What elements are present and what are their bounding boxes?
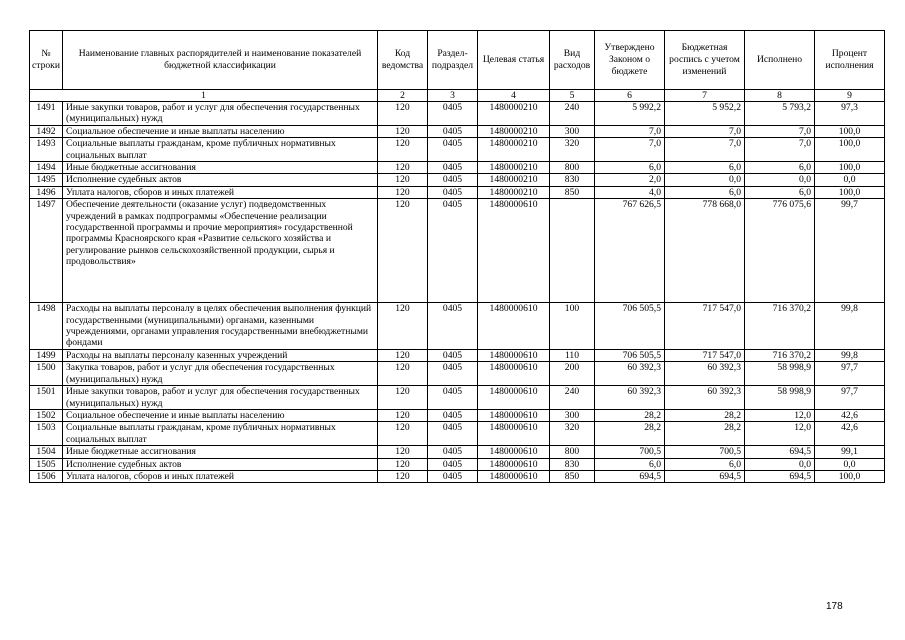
name-cell: Расходы на выплаты персоналу казенных учреждений: [63, 349, 378, 361]
approved-cell: 700,5: [595, 446, 665, 458]
approved-cell: 706 505,5: [595, 349, 665, 361]
name-cell: Социальные выплаты гражданам, кроме публичных нормативных социальных выплат: [63, 138, 378, 162]
executed-cell: 0,0: [745, 458, 815, 470]
section-cell: 0405: [428, 458, 478, 470]
table-row: [30, 446, 885, 458]
section-cell: 0405: [428, 422, 478, 446]
table-header-row: [30, 31, 885, 90]
executed-cell: 776 075,6: [745, 199, 815, 303]
section-cell: 0405: [428, 470, 478, 482]
section-cell: 0405: [428, 162, 478, 174]
row-number-cell: 1503: [30, 422, 63, 446]
name-cell: Иные бюджетные ассигнования: [63, 446, 378, 458]
column-number-row: [30, 90, 885, 102]
approved-cell: 706 505,5: [595, 303, 665, 350]
approved-cell: 60 392,3: [595, 386, 665, 410]
table-row: [30, 186, 885, 198]
header-executed: Исполнено: [745, 31, 815, 90]
expense-type-cell: 830: [550, 458, 595, 470]
approved-cell: 7,0: [595, 138, 665, 162]
percent-cell: 99,1: [815, 446, 885, 458]
name-cell: Исполнение судебных актов: [63, 174, 378, 186]
executed-cell: 12,0: [745, 422, 815, 446]
section-cell: 0405: [428, 174, 478, 186]
header-expense-type: Вид расходов: [550, 31, 595, 90]
header-name: Наименование главных распорядителей и наименование показателей бюджетной классификации: [63, 31, 378, 90]
target-article-cell: 1480000210: [478, 138, 550, 162]
dept-code-cell: 120: [378, 386, 428, 410]
executed-cell: 6,0: [745, 162, 815, 174]
approved-cell: 7,0: [595, 125, 665, 137]
approved-cell: 6,0: [595, 162, 665, 174]
executed-cell: 694,5: [745, 470, 815, 482]
expense-type-cell: 300: [550, 125, 595, 137]
budget-list-cell: 717 547,0: [665, 303, 745, 350]
expense-type-cell: 320: [550, 422, 595, 446]
expense-type-cell: [550, 199, 595, 303]
header-budget-list: Бюджетная роспись с учетом изменений: [665, 31, 745, 90]
budget-list-cell: 0,0: [665, 174, 745, 186]
approved-cell: 2,0: [595, 174, 665, 186]
percent-cell: 100,0: [815, 162, 885, 174]
name-cell: Социальное обеспечение и иные выплаты населению: [63, 409, 378, 421]
header-section: Раздел-подраздел: [428, 31, 478, 90]
table-row: [30, 409, 885, 421]
header-target-article: Целевая статья: [478, 31, 550, 90]
approved-cell: 694,5: [595, 470, 665, 482]
column-number-cell: 3: [428, 90, 478, 102]
row-number-cell: 1499: [30, 349, 63, 361]
target-article-cell: 1480000610: [478, 349, 550, 361]
dept-code-cell: 120: [378, 199, 428, 303]
executed-cell: 6,0: [745, 186, 815, 198]
row-number-cell: 1501: [30, 386, 63, 410]
table-row: [30, 422, 885, 446]
dept-code-cell: 120: [378, 362, 428, 386]
row-number-cell: 1498: [30, 303, 63, 350]
dept-code-cell: 120: [378, 303, 428, 350]
budget-list-cell: 6,0: [665, 186, 745, 198]
row-number-cell: 1502: [30, 409, 63, 421]
budget-list-cell: 28,2: [665, 422, 745, 446]
section-cell: 0405: [428, 446, 478, 458]
dept-code-cell: 120: [378, 349, 428, 361]
expense-type-cell: 830: [550, 174, 595, 186]
target-article-cell: 1480000610: [478, 386, 550, 410]
name-cell: Иные бюджетные ассигнования: [63, 162, 378, 174]
table-row: [30, 102, 885, 126]
name-cell: Иные закупки товаров, работ и услуг для обеспечения государственных (муниципальных) нужд: [63, 386, 378, 410]
name-cell: Закупка товаров, работ и услуг для обеспечения государственных (муниципальных) нужд: [63, 362, 378, 386]
row-number-cell: 1500: [30, 362, 63, 386]
executed-cell: 0,0: [745, 174, 815, 186]
column-number-cell: 7: [665, 90, 745, 102]
table-row: [30, 125, 885, 137]
table-row: [30, 349, 885, 361]
target-article-cell: 1480000610: [478, 303, 550, 350]
table-row: [30, 138, 885, 162]
target-article-cell: 1480000610: [478, 470, 550, 482]
budget-list-cell: 694,5: [665, 470, 745, 482]
executed-cell: 694,5: [745, 446, 815, 458]
table-row: [30, 162, 885, 174]
target-article-cell: 1480000210: [478, 186, 550, 198]
percent-cell: 100,0: [815, 186, 885, 198]
budget-list-cell: 5 952,2: [665, 102, 745, 126]
section-cell: 0405: [428, 303, 478, 350]
row-number-cell: 1493: [30, 138, 63, 162]
budget-list-cell: 717 547,0: [665, 349, 745, 361]
expense-type-cell: 850: [550, 186, 595, 198]
name-cell: Уплата налогов, сборов и иных платежей: [63, 186, 378, 198]
budget-list-cell: 60 392,3: [665, 362, 745, 386]
expense-type-cell: 320: [550, 138, 595, 162]
dept-code-cell: 120: [378, 422, 428, 446]
header-approved: Утверждено Законом о бюджете: [595, 31, 665, 90]
row-number-cell: 1497: [30, 199, 63, 303]
dept-code-cell: 120: [378, 138, 428, 162]
target-article-cell: 1480000610: [478, 458, 550, 470]
section-cell: 0405: [428, 199, 478, 303]
row-number-cell: 1496: [30, 186, 63, 198]
table-row: [30, 199, 885, 303]
budget-list-cell: 6,0: [665, 162, 745, 174]
page-number: 178: [826, 601, 843, 612]
dept-code-cell: 120: [378, 162, 428, 174]
target-article-cell: 1480000610: [478, 446, 550, 458]
table-body: [30, 102, 885, 483]
table-row: [30, 174, 885, 186]
column-number-cell: 6: [595, 90, 665, 102]
expense-type-cell: 240: [550, 386, 595, 410]
budget-list-cell: 6,0: [665, 458, 745, 470]
expense-type-cell: 100: [550, 303, 595, 350]
target-article-cell: 1480000610: [478, 422, 550, 446]
row-number-cell: 1506: [30, 470, 63, 482]
section-cell: 0405: [428, 362, 478, 386]
percent-cell: 0,0: [815, 174, 885, 186]
section-cell: 0405: [428, 349, 478, 361]
column-number-cell: 5: [550, 90, 595, 102]
executed-cell: 7,0: [745, 125, 815, 137]
dept-code-cell: 120: [378, 446, 428, 458]
percent-cell: 97,3: [815, 102, 885, 126]
approved-cell: 6,0: [595, 458, 665, 470]
dept-code-cell: 120: [378, 125, 428, 137]
budget-list-cell: 778 668,0: [665, 199, 745, 303]
percent-cell: 100,0: [815, 138, 885, 162]
target-article-cell: 1480000610: [478, 409, 550, 421]
name-cell: Расходы на выплаты персоналу в целях обеспечения выполнения функций государственными (муниципальными) органами, казенными учреждениями, органами управления государственными внебюджетными фондами: [63, 303, 378, 350]
budget-list-cell: 7,0: [665, 138, 745, 162]
column-number-cell: 9: [815, 90, 885, 102]
section-cell: 0405: [428, 125, 478, 137]
row-number-cell: 1505: [30, 458, 63, 470]
percent-cell: 99,8: [815, 303, 885, 350]
header-percent: Процент исполнения: [815, 31, 885, 90]
dept-code-cell: 120: [378, 102, 428, 126]
executed-cell: 12,0: [745, 409, 815, 421]
percent-cell: 97,7: [815, 386, 885, 410]
target-article-cell: 1480000210: [478, 162, 550, 174]
executed-cell: 5 793,2: [745, 102, 815, 126]
budget-list-cell: 28,2: [665, 409, 745, 421]
target-article-cell: 1480000210: [478, 174, 550, 186]
percent-cell: 99,7: [815, 199, 885, 303]
column-number-cell: 1: [30, 90, 378, 102]
expense-type-cell: 800: [550, 446, 595, 458]
target-article-cell: 1480000210: [478, 102, 550, 126]
column-number-cell: 2: [378, 90, 428, 102]
percent-cell: 100,0: [815, 470, 885, 482]
expense-type-cell: 800: [550, 162, 595, 174]
name-cell: Обеспечение деятельности (оказание услуг) подведомственных учреждений в рамках подпрограммы «Обеспечение реализации государственной программы и прочие мероприятия» государственной программы Красноярского края «Развитие сельского хозяйства и регулирование рынков сельскохозяйственной продукции, сырья и продовольствия»: [63, 199, 378, 303]
dept-code-cell: 120: [378, 409, 428, 421]
header-dept-code: Код ведомства: [378, 31, 428, 90]
budget-execution-table: [29, 30, 885, 483]
name-cell: Исполнение судебных актов: [63, 458, 378, 470]
approved-cell: 5 992,2: [595, 102, 665, 126]
name-cell: Социальные выплаты гражданам, кроме публичных нормативных социальных выплат: [63, 422, 378, 446]
expense-type-cell: 110: [550, 349, 595, 361]
executed-cell: 58 998,9: [745, 362, 815, 386]
percent-cell: 100,0: [815, 125, 885, 137]
row-number-cell: 1491: [30, 102, 63, 126]
section-cell: 0405: [428, 409, 478, 421]
expense-type-cell: 300: [550, 409, 595, 421]
row-number-cell: 1492: [30, 125, 63, 137]
table-row: [30, 303, 885, 350]
approved-cell: 767 626,5: [595, 199, 665, 303]
approved-cell: 28,2: [595, 422, 665, 446]
name-cell: Социальное обеспечение и иные выплаты населению: [63, 125, 378, 137]
expense-type-cell: 240: [550, 102, 595, 126]
column-number-cell: 8: [745, 90, 815, 102]
table-row: [30, 362, 885, 386]
expense-type-cell: 200: [550, 362, 595, 386]
dept-code-cell: 120: [378, 186, 428, 198]
row-number-cell: 1494: [30, 162, 63, 174]
budget-list-cell: 700,5: [665, 446, 745, 458]
dept-code-cell: 120: [378, 470, 428, 482]
header-row-number: № строки: [30, 31, 63, 90]
target-article-cell: 1480000210: [478, 125, 550, 137]
name-cell: Уплата налогов, сборов и иных платежей: [63, 470, 378, 482]
budget-list-cell: 60 392,3: [665, 386, 745, 410]
approved-cell: 4,0: [595, 186, 665, 198]
approved-cell: 60 392,3: [595, 362, 665, 386]
percent-cell: 0,0: [815, 458, 885, 470]
executed-cell: 716 370,2: [745, 303, 815, 350]
section-cell: 0405: [428, 186, 478, 198]
table-row: [30, 386, 885, 410]
table-row: [30, 458, 885, 470]
budget-list-cell: 7,0: [665, 125, 745, 137]
percent-cell: 99,8: [815, 349, 885, 361]
percent-cell: 42,6: [815, 422, 885, 446]
dept-code-cell: 120: [378, 458, 428, 470]
executed-cell: 716 370,2: [745, 349, 815, 361]
target-article-cell: 1480000610: [478, 362, 550, 386]
expense-type-cell: 850: [550, 470, 595, 482]
target-article-cell: 1480000610: [478, 199, 550, 303]
row-number-cell: 1504: [30, 446, 63, 458]
name-cell: Иные закупки товаров, работ и услуг для обеспечения государственных (муниципальных) нужд: [63, 102, 378, 126]
dept-code-cell: 120: [378, 174, 428, 186]
approved-cell: 28,2: [595, 409, 665, 421]
percent-cell: 97,7: [815, 362, 885, 386]
table-row: [30, 470, 885, 482]
row-number-cell: 1495: [30, 174, 63, 186]
section-cell: 0405: [428, 386, 478, 410]
column-number-cell: 4: [478, 90, 550, 102]
section-cell: 0405: [428, 102, 478, 126]
executed-cell: 58 998,9: [745, 386, 815, 410]
section-cell: 0405: [428, 138, 478, 162]
executed-cell: 7,0: [745, 138, 815, 162]
percent-cell: 42,6: [815, 409, 885, 421]
